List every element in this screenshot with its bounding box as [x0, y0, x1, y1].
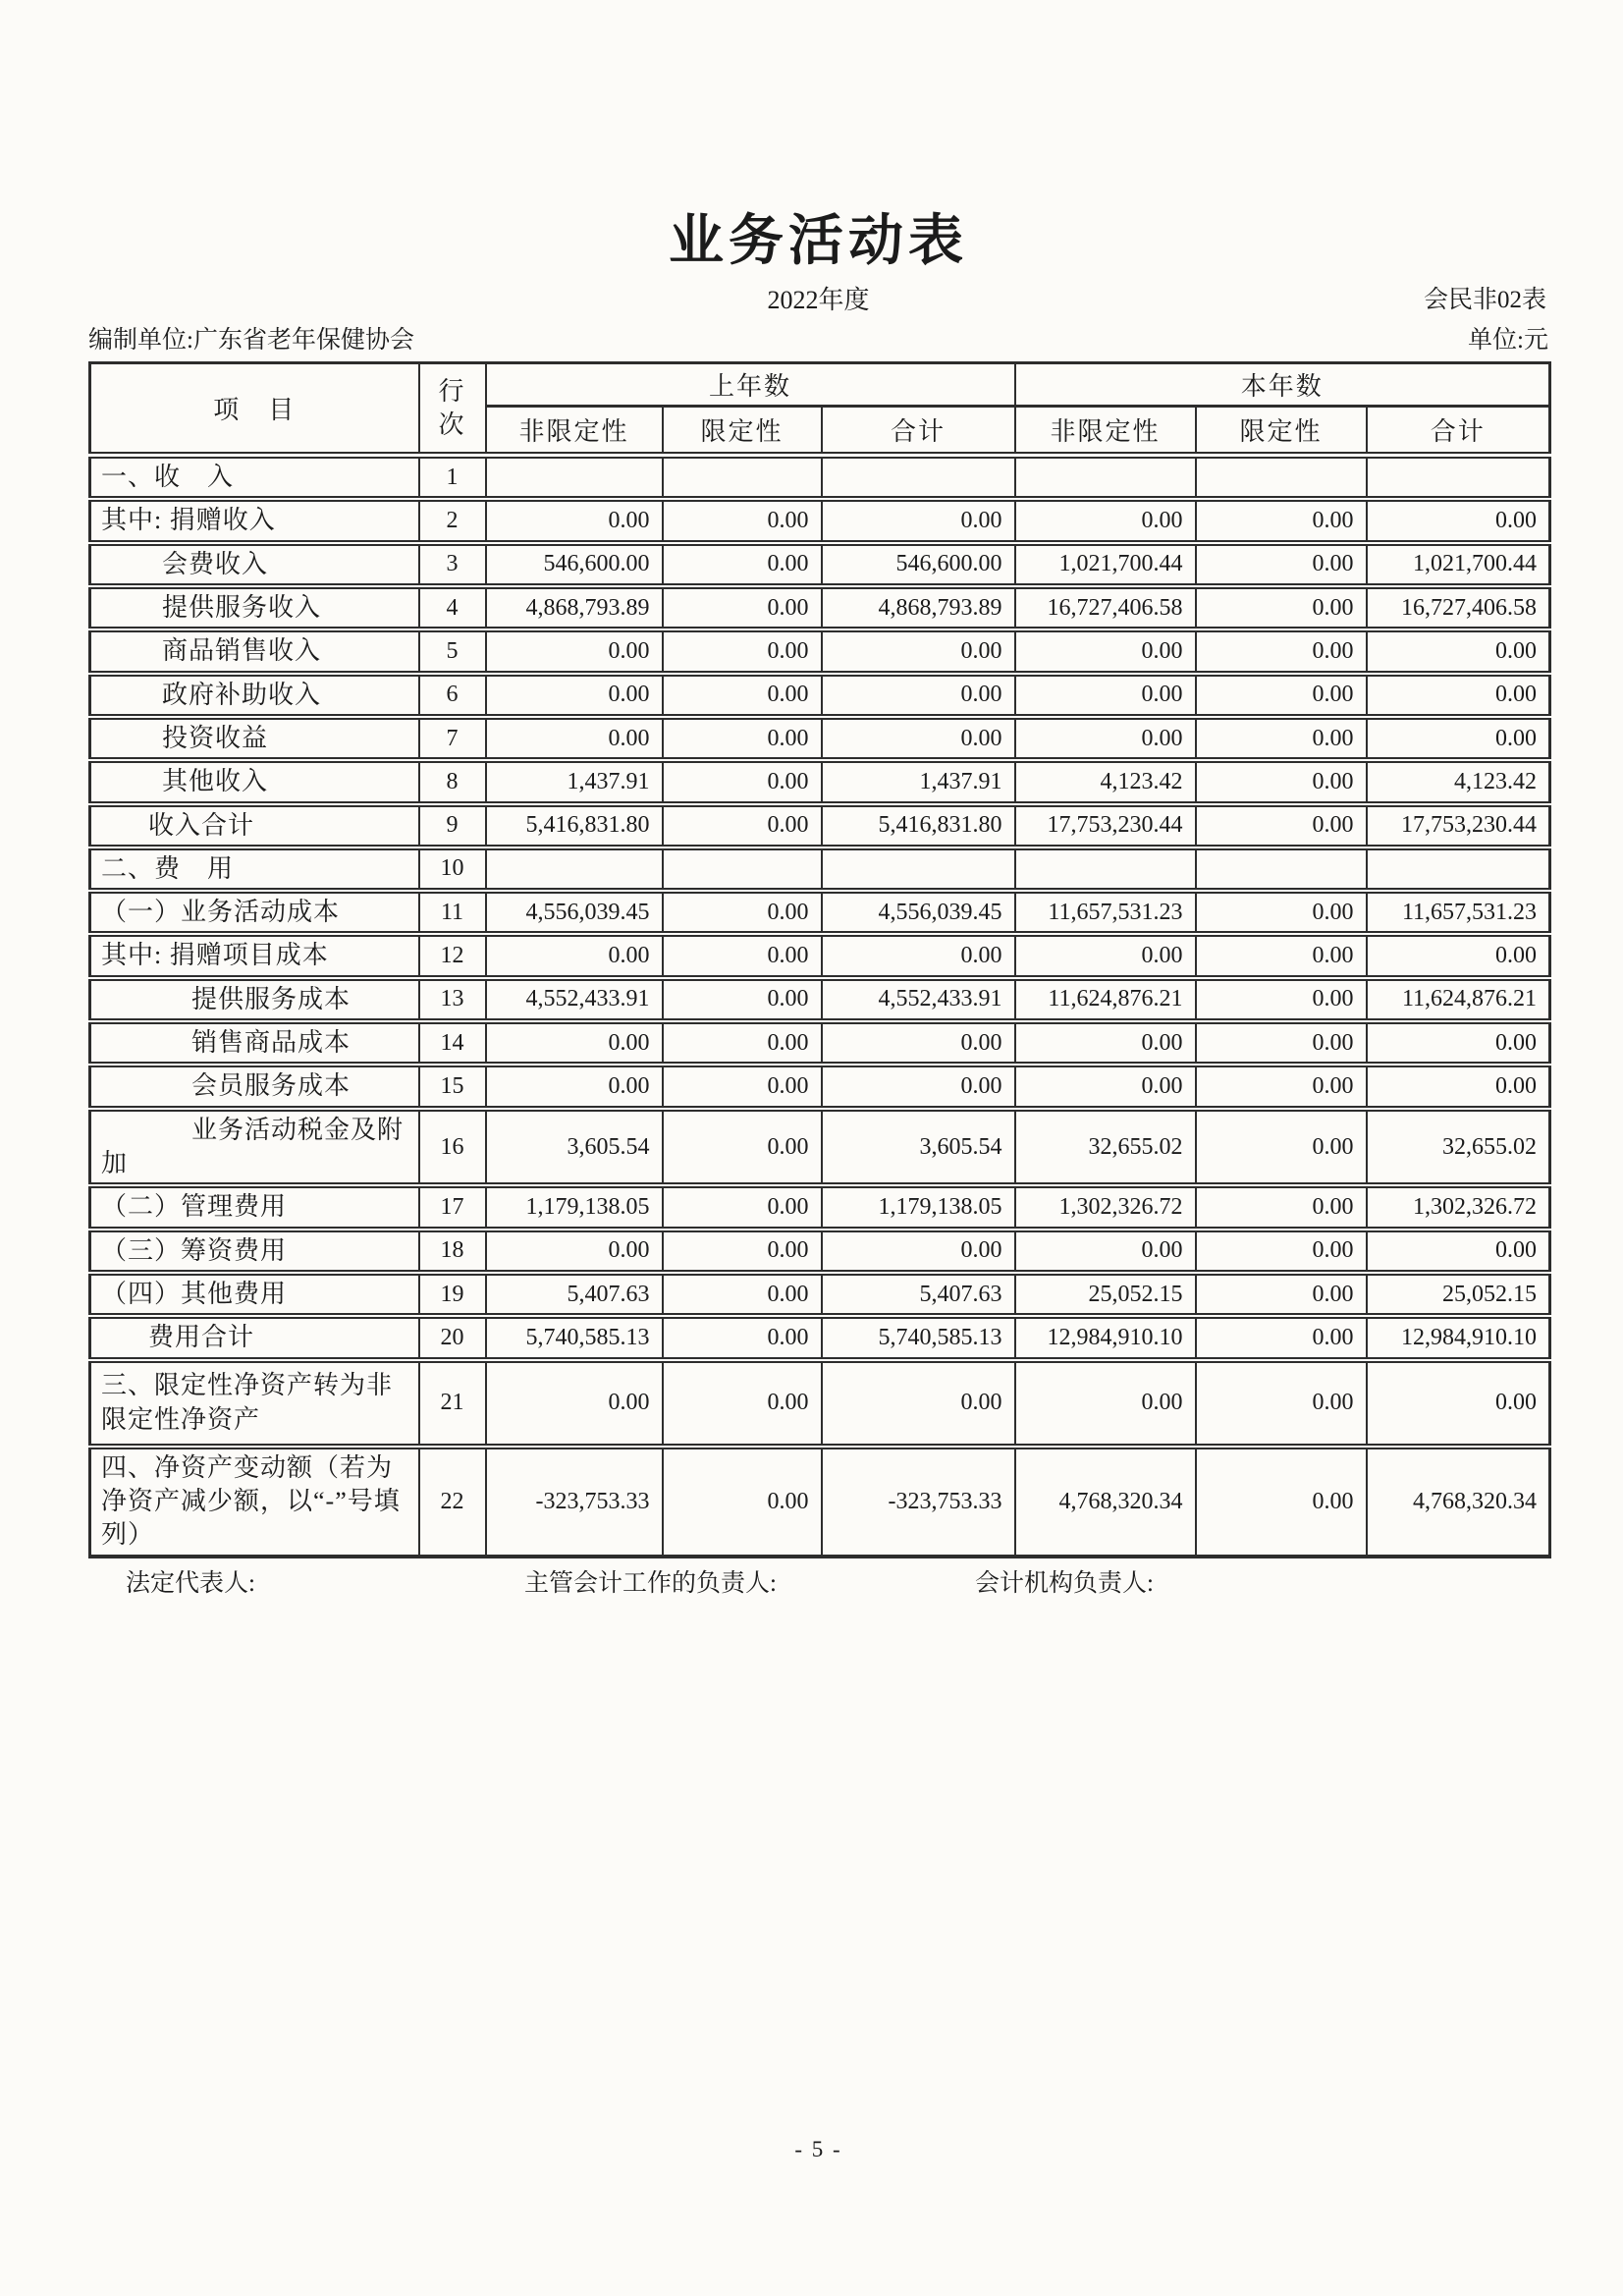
row-value-cell: 4,552,433.91 — [486, 978, 663, 1021]
row-value-cell — [1015, 847, 1196, 891]
signature-row — [88, 1566, 1548, 1608]
row-value-cell: 4,556,039.45 — [486, 891, 663, 934]
row-value-cell — [1196, 847, 1367, 891]
row-value-cell: 0.00 — [1196, 1273, 1367, 1316]
row-line-number: 4 — [419, 586, 486, 629]
row-value-cell: 0.00 — [1196, 1316, 1367, 1359]
row-line-number: 12 — [419, 934, 486, 977]
row-value-cell: 546,600.00 — [486, 543, 663, 586]
row-value-cell: 0.00 — [1367, 499, 1550, 542]
row-line-number: 11 — [419, 891, 486, 934]
table-row — [90, 543, 1550, 586]
row-line-number: 7 — [419, 717, 486, 760]
row-item-label: （四）其他费用 — [90, 1273, 419, 1316]
header-line-no — [419, 363, 486, 456]
accounting-supervisor-label: 主管会计工作的负责人: — [524, 1569, 777, 1597]
row-value-cell — [663, 456, 822, 500]
row-value-cell: 0.00 — [822, 629, 1015, 673]
row-value-cell: 0.00 — [1196, 1360, 1367, 1447]
row-value-cell: 11,657,531.23 — [1015, 891, 1196, 934]
accounting-org-head-label: 会计机构负责人: — [975, 1569, 1154, 1597]
row-value-cell: 0.00 — [1196, 1021, 1367, 1065]
row-value-cell: 0.00 — [663, 543, 822, 586]
row-value-cell: 1,021,700.44 — [1015, 543, 1196, 586]
table-row — [90, 586, 1550, 629]
table-row — [90, 1065, 1550, 1108]
row-item-label: 政府补助收入 — [90, 674, 419, 717]
row-value-cell: -323,753.33 — [486, 1447, 663, 1557]
row-line-number: 13 — [419, 978, 486, 1021]
table-row — [90, 674, 1550, 717]
row-value-cell: 0.00 — [1015, 717, 1196, 760]
table-row — [90, 760, 1550, 803]
row-value-cell: 0.00 — [822, 1360, 1015, 1447]
row-value-cell: 0.00 — [822, 1065, 1015, 1108]
row-value-cell — [1367, 456, 1550, 500]
row-value-cell — [822, 847, 1015, 891]
row-item-label: 提供服务收入 — [90, 586, 419, 629]
table-row — [90, 847, 1550, 891]
header-prev-restricted: 限定性 — [663, 407, 822, 456]
header-cur-restricted: 限定性 — [1196, 407, 1367, 456]
row-value-cell: -323,753.33 — [822, 1447, 1015, 1557]
row-value-cell: 0.00 — [1196, 1065, 1367, 1108]
row-value-cell: 0.00 — [663, 978, 822, 1021]
row-value-cell: 0.00 — [1015, 674, 1196, 717]
row-value-cell: 4,556,039.45 — [822, 891, 1015, 934]
row-value-cell: 32,655.02 — [1015, 1109, 1196, 1186]
row-value-cell: 0.00 — [1196, 1230, 1367, 1273]
row-value-cell: 1,179,138.05 — [822, 1185, 1015, 1229]
row-value-cell: 25,052.15 — [1367, 1273, 1550, 1316]
row-line-number: 2 — [419, 499, 486, 542]
row-value-cell: 0.00 — [1367, 1065, 1550, 1108]
row-value-cell: 5,740,585.13 — [822, 1316, 1015, 1359]
row-value-cell: 3,605.54 — [822, 1109, 1015, 1186]
row-item-label: （三）筹资费用 — [90, 1230, 419, 1273]
table-row — [90, 1273, 1550, 1316]
row-value-cell: 11,657,531.23 — [1367, 891, 1550, 934]
row-value-cell: 0.00 — [663, 1109, 822, 1186]
table-row — [90, 717, 1550, 760]
row-value-cell: 0.00 — [1367, 1021, 1550, 1065]
row-value-cell: 0.00 — [486, 629, 663, 673]
row-value-cell: 0.00 — [486, 674, 663, 717]
row-item-label: （一）业务活动成本 — [90, 891, 419, 934]
row-value-cell — [1015, 456, 1196, 500]
row-value-cell — [486, 847, 663, 891]
row-value-cell: 0.00 — [663, 717, 822, 760]
row-item-label: 提供服务成本 — [90, 978, 419, 1021]
row-value-cell: 0.00 — [663, 1316, 822, 1359]
row-item-label: 收入合计 — [90, 804, 419, 847]
row-line-number: 20 — [419, 1316, 486, 1359]
table-row — [90, 978, 1550, 1021]
row-value-cell: 0.00 — [1196, 629, 1367, 673]
row-item-label: 其他收入 — [90, 760, 419, 803]
row-value-cell: 0.00 — [1196, 804, 1367, 847]
row-value-cell: 0.00 — [822, 499, 1015, 542]
table-row — [90, 456, 1550, 500]
row-value-cell: 0.00 — [663, 1273, 822, 1316]
header-line-no-text: 行次 — [438, 376, 466, 439]
row-value-cell: 11,624,876.21 — [1015, 978, 1196, 1021]
row-value-cell: 0.00 — [1196, 891, 1367, 934]
row-line-number: 16 — [419, 1109, 486, 1186]
row-line-number: 9 — [419, 804, 486, 847]
row-value-cell: 0.00 — [663, 1230, 822, 1273]
row-value-cell: 0.00 — [663, 1065, 822, 1108]
row-value-cell: 0.00 — [663, 934, 822, 977]
row-value-cell: 0.00 — [1015, 1065, 1196, 1108]
prepared-by-label: 编制单位:广东省老年保健协会 — [88, 327, 414, 354]
row-value-cell: 1,179,138.05 — [486, 1185, 663, 1229]
page-number: - 5 - — [794, 2137, 842, 2161]
row-item-label: 其中: 捐赠收入 — [90, 499, 419, 542]
row-value-cell: 5,416,831.80 — [486, 804, 663, 847]
row-value-cell: 0.00 — [1015, 1360, 1196, 1447]
row-value-cell: 0.00 — [486, 1021, 663, 1065]
header-prev-total: 合计 — [822, 407, 1015, 456]
title-meta-row — [88, 285, 1548, 316]
row-value-cell: 0.00 — [822, 674, 1015, 717]
row-value-cell: 0.00 — [1015, 629, 1196, 673]
row-value-cell: 12,984,910.10 — [1015, 1316, 1196, 1359]
row-value-cell: 5,407.63 — [486, 1273, 663, 1316]
row-value-cell: 0.00 — [1196, 543, 1367, 586]
row-value-cell: 0.00 — [1196, 934, 1367, 977]
header-current-year: 本年数 — [1015, 363, 1550, 407]
row-value-cell: 0.00 — [1196, 978, 1367, 1021]
row-value-cell: 0.00 — [822, 934, 1015, 977]
row-value-cell: 4,552,433.91 — [822, 978, 1015, 1021]
row-value-cell: 17,753,230.44 — [1367, 804, 1550, 847]
row-value-cell — [822, 456, 1015, 500]
row-item-label: 三、限定性净资产转为非限定性净资产 — [90, 1360, 419, 1447]
table-row — [90, 1021, 1550, 1065]
row-value-cell: 0.00 — [663, 1185, 822, 1229]
row-value-cell: 0.00 — [1015, 499, 1196, 542]
row-value-cell: 0.00 — [1196, 1109, 1367, 1186]
table-body — [90, 456, 1550, 1557]
table-row — [90, 891, 1550, 934]
row-value-cell: 0.00 — [1367, 717, 1550, 760]
row-value-cell: 0.00 — [486, 717, 663, 760]
row-value-cell: 0.00 — [486, 934, 663, 977]
row-value-cell — [486, 456, 663, 500]
row-value-cell: 0.00 — [663, 586, 822, 629]
row-value-cell: 0.00 — [486, 499, 663, 542]
row-value-cell: 5,740,585.13 — [486, 1316, 663, 1359]
row-value-cell: 0.00 — [663, 1021, 822, 1065]
row-item-label: 一、收 入 — [90, 456, 419, 500]
row-item-label: 投资收益 — [90, 717, 419, 760]
row-value-cell: 0.00 — [1015, 1230, 1196, 1273]
business-activity-table — [88, 361, 1551, 1558]
row-item-label: （二）管理费用 — [90, 1185, 419, 1229]
table-head — [90, 363, 1550, 456]
row-value-cell: 0.00 — [663, 1447, 822, 1557]
row-value-cell: 1,437.91 — [486, 760, 663, 803]
row-value-cell: 0.00 — [486, 1065, 663, 1108]
row-line-number: 1 — [419, 456, 486, 500]
header-prev-unrestricted: 非限定性 — [486, 407, 663, 456]
row-value-cell: 4,768,320.34 — [1367, 1447, 1550, 1557]
header-group-row — [90, 363, 1550, 407]
row-value-cell: 3,605.54 — [486, 1109, 663, 1186]
row-value-cell: 5,416,831.80 — [822, 804, 1015, 847]
row-value-cell: 0.00 — [1367, 1360, 1550, 1447]
row-line-number: 6 — [419, 674, 486, 717]
row-value-cell: 1,302,326.72 — [1367, 1185, 1550, 1229]
row-value-cell: 0.00 — [1015, 1021, 1196, 1065]
row-value-cell: 0.00 — [1196, 499, 1367, 542]
table-row — [90, 499, 1550, 542]
header-item: 项 目 — [90, 363, 419, 456]
row-line-number: 5 — [419, 629, 486, 673]
row-value-cell: 1,021,700.44 — [1367, 543, 1550, 586]
row-line-number: 15 — [419, 1065, 486, 1108]
row-line-number: 21 — [419, 1360, 486, 1447]
page-title: 业务活动表 — [669, 211, 968, 272]
row-value-cell: 0.00 — [1196, 717, 1367, 760]
row-item-label: 销售商品成本 — [90, 1021, 419, 1065]
table-row — [90, 1230, 1550, 1273]
row-line-number: 22 — [419, 1447, 486, 1557]
row-line-number: 3 — [419, 543, 486, 586]
table-row — [90, 1360, 1550, 1447]
header-cur-unrestricted: 非限定性 — [1015, 407, 1196, 456]
row-value-cell: 0.00 — [1015, 934, 1196, 977]
unit-label: 单位:元 — [1468, 327, 1548, 354]
row-line-number: 19 — [419, 1273, 486, 1316]
row-value-cell: 17,753,230.44 — [1015, 804, 1196, 847]
row-value-cell: 0.00 — [486, 1360, 663, 1447]
header-prev-year: 上年数 — [486, 363, 1015, 407]
table-row — [90, 1185, 1550, 1229]
row-value-cell: 16,727,406.58 — [1015, 586, 1196, 629]
table-row — [90, 934, 1550, 977]
row-value-cell: 0.00 — [663, 499, 822, 542]
row-value-cell: 1,302,326.72 — [1015, 1185, 1196, 1229]
row-value-cell: 0.00 — [822, 1230, 1015, 1273]
table-row — [90, 1316, 1550, 1359]
table-row — [90, 804, 1550, 847]
row-line-number: 14 — [419, 1021, 486, 1065]
row-line-number: 8 — [419, 760, 486, 803]
row-item-label: 四、净资产变动额（若为净资产减少额，以“-”号填列） — [90, 1447, 419, 1557]
row-value-cell: 4,868,793.89 — [486, 586, 663, 629]
row-value-cell: 0.00 — [822, 717, 1015, 760]
row-value-cell: 0.00 — [1367, 934, 1550, 977]
row-value-cell: 0.00 — [1196, 586, 1367, 629]
row-value-cell — [663, 847, 822, 891]
table-row — [90, 1109, 1550, 1186]
row-value-cell: 0.00 — [663, 674, 822, 717]
row-item-label: 会员服务成本 — [90, 1065, 419, 1108]
row-value-cell: 0.00 — [1196, 760, 1367, 803]
row-value-cell: 0.00 — [486, 1230, 663, 1273]
row-value-cell: 546,600.00 — [822, 543, 1015, 586]
row-value-cell: 16,727,406.58 — [1367, 586, 1550, 629]
row-value-cell: 0.00 — [663, 1360, 822, 1447]
row-value-cell: 0.00 — [1367, 674, 1550, 717]
row-value-cell: 0.00 — [1367, 1230, 1550, 1273]
row-item-label: 会费收入 — [90, 543, 419, 586]
row-value-cell: 0.00 — [1196, 1185, 1367, 1229]
row-value-cell: 0.00 — [1367, 629, 1550, 673]
row-line-number: 17 — [419, 1185, 486, 1229]
row-item-label: 业务活动税金及附加 — [90, 1109, 419, 1186]
row-value-cell: 1,437.91 — [822, 760, 1015, 803]
table-row — [90, 1447, 1550, 1557]
row-value-cell: 4,123.42 — [1367, 760, 1550, 803]
row-value-cell: 0.00 — [663, 629, 822, 673]
fiscal-year: 2022年度 — [767, 286, 870, 314]
row-value-cell: 0.00 — [663, 891, 822, 934]
row-item-label: 费用合计 — [90, 1316, 419, 1359]
row-line-number: 10 — [419, 847, 486, 891]
row-item-label: 二、费 用 — [90, 847, 419, 891]
row-value-cell: 0.00 — [822, 1021, 1015, 1065]
row-value-cell: 0.00 — [1196, 674, 1367, 717]
row-value-cell: 32,655.02 — [1367, 1109, 1550, 1186]
header-cur-total: 合计 — [1367, 407, 1550, 456]
table-row — [90, 629, 1550, 673]
row-item-label: 商品销售收入 — [90, 629, 419, 673]
row-value-cell: 12,984,910.10 — [1367, 1316, 1550, 1359]
legal-representative-label: 法定代表人: — [126, 1569, 255, 1597]
document-content — [88, 0, 1548, 1608]
row-value-cell: 25,052.15 — [1015, 1273, 1196, 1316]
row-value-cell: 4,123.42 — [1015, 760, 1196, 803]
row-value-cell — [1196, 456, 1367, 500]
row-item-label: 其中: 捐赠项目成本 — [90, 934, 419, 977]
row-value-cell: 5,407.63 — [822, 1273, 1015, 1316]
row-value-cell — [1367, 847, 1550, 891]
form-code: 会民非02表 — [1423, 287, 1546, 313]
row-value-cell: 4,868,793.89 — [822, 586, 1015, 629]
row-value-cell: 0.00 — [1196, 1447, 1367, 1557]
row-value-cell: 11,624,876.21 — [1367, 978, 1550, 1021]
row-value-cell: 0.00 — [663, 804, 822, 847]
row-value-cell: 4,768,320.34 — [1015, 1447, 1196, 1557]
row-value-cell: 0.00 — [663, 760, 822, 803]
row-line-number: 18 — [419, 1230, 486, 1273]
prepared-by-row — [88, 326, 1548, 355]
